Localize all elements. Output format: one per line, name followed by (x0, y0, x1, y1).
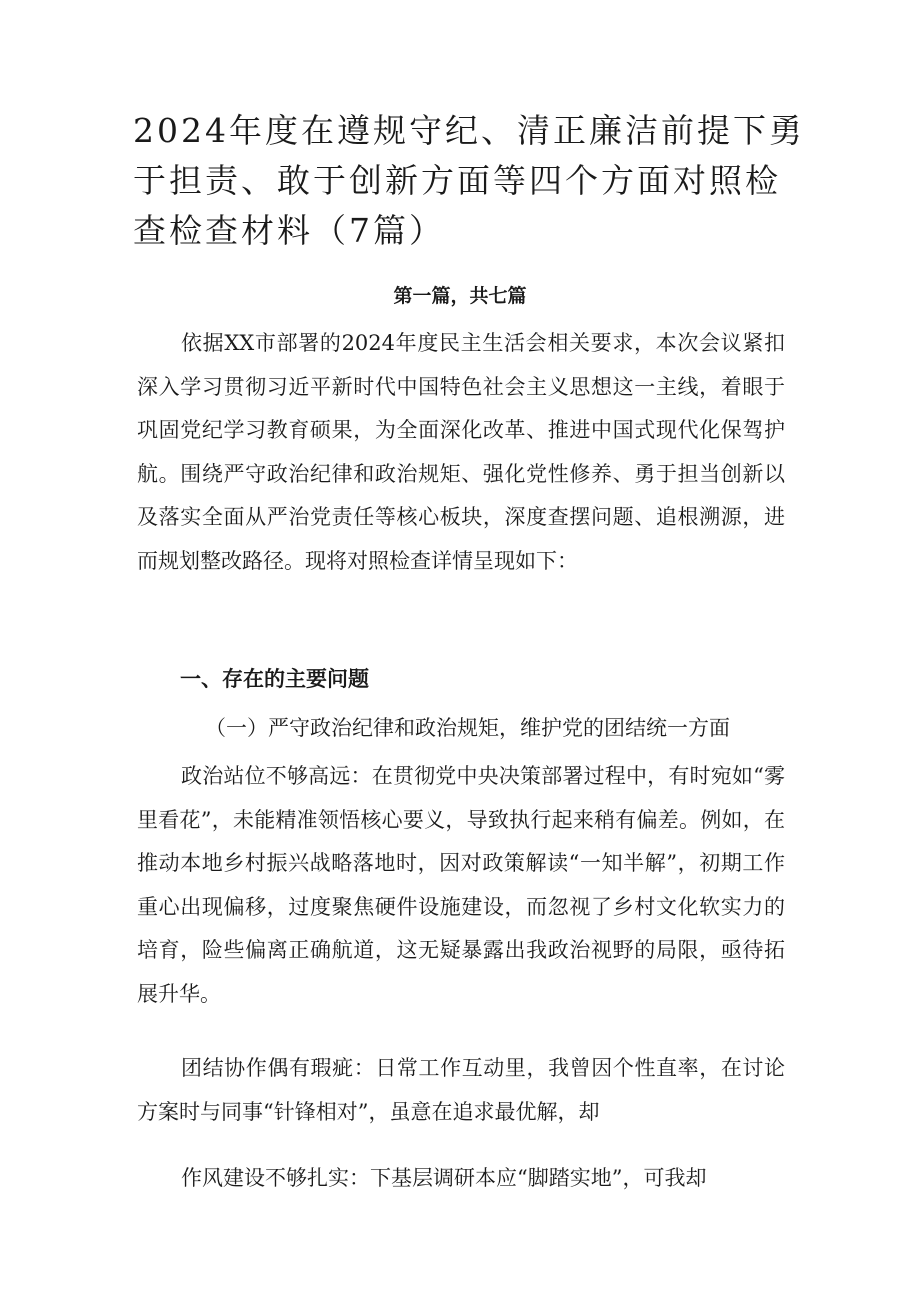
body-paragraph: 团结协作偶有瑕疵：日常工作互动里，我曾因个性直率，在讨论方案时与同事“针锋相对”，虽意在追求最优解，却 (137, 1056, 785, 1124)
body-paragraph: 作风建设不够扎实：下基层调研本应“脚踏实地”，可我却 (181, 1166, 707, 1190)
intro-paragraph: 依据XX市部署的2024年度民主生活会相关要求，本次会议紧扣深入学习贯彻习近平新时代中国特色社会主义思想这一主线，着眼于巩固党纪学习教育硕果，为全面深化改革、推进中国式现代化保驾护航。围绕严守政治纪律和政治规矩、强化党性修养、勇于担当创新以及落实全面从严治党责任等核心板块，深度查摆问题、追根溯源，进而规划整改路径。现将对照检查详情呈现如下： (137, 331, 785, 573)
section-heading: 一、存在的主要问题 (180, 666, 369, 691)
document-title: 2024年度在遵规守纪、清正廉洁前提下勇于担责、敢于创新方面等四个方面对照检查检查材料（7篇） (133, 111, 805, 250)
subsection-heading: （一）严守政治纪律和政治规矩，维护党的团结统一方面 (205, 716, 730, 740)
body-paragraph: 政治站位不够高远：在贯彻党中央决策部署过程中，有时宛如“雾里看花”，未能精准领悟核心要义，导致执行起来稍有偏差。例如，在推动本地乡村振兴战略落地时，因对政策解读“一知半解”，初期工作重心出现偏移，过度聚焦硬件设施建设，而忽视了乡村文化软实力的培育，险些偏离正确航道，这无疑暴露出我政治视野的局限，亟待拓展升华。 (137, 764, 785, 1006)
document-subtitle: 第一篇，共七篇 (393, 285, 527, 307)
